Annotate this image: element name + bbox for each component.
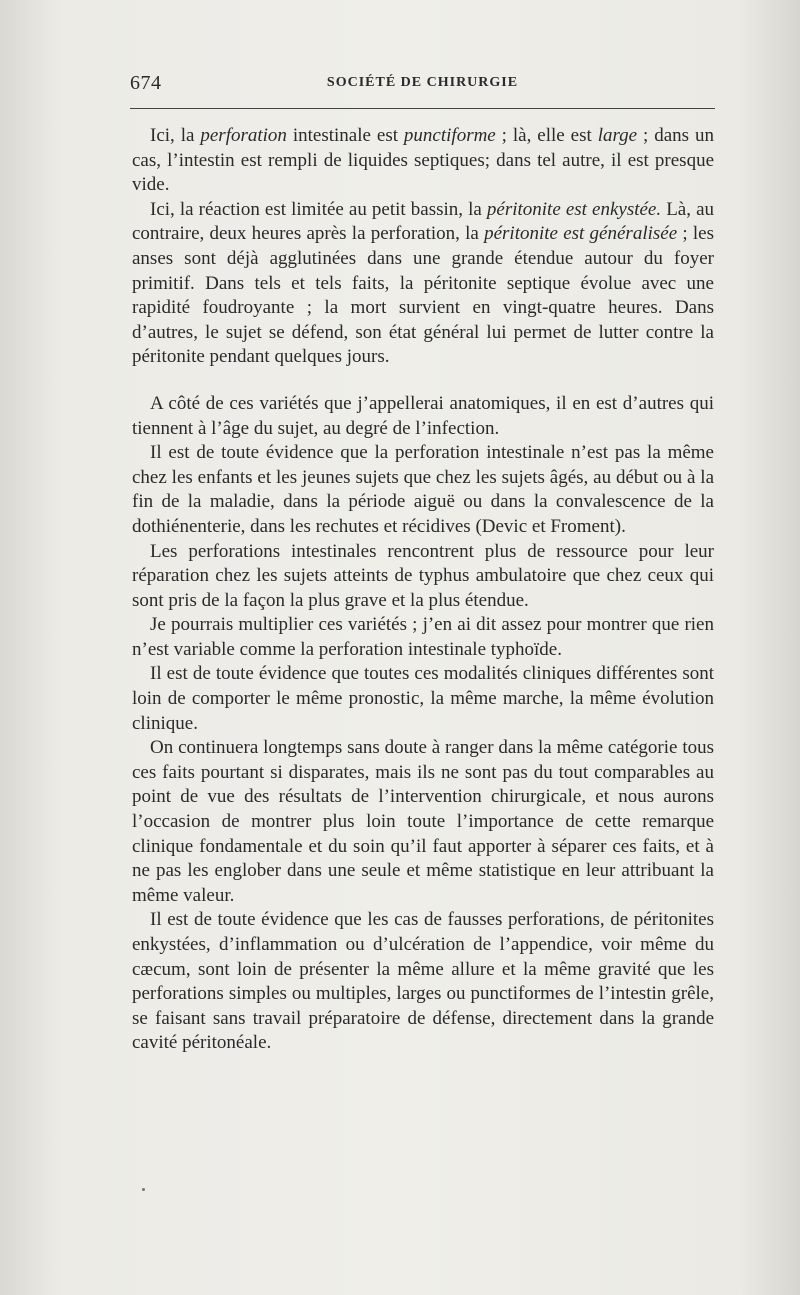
- paragraph-8: On continuera longtemps sans doute à ranger dans la même catégorie tous ces faits pourtant si disparates, mais ils ne sont pas du tout comparables au point de vue des résultats de l’intervention chirurgicale, et nous aurons l’occasion de montrer plus loin toute l’importance de cette remarque clinique fondamentale et du soin qu’il faut apporter à séparer ces faits, et à ne pas les englober dans une seule et même statistique en leur attribuant la même valeur.: [132, 737, 714, 906]
- paragraph-6: Je pourrais multiplier ces variétés ; j’en ai dit assez pour montrer que rien n’est variable comme la perforation intestinale typhoïde.: [132, 614, 714, 660]
- header-rule: [130, 108, 715, 109]
- paragraph-5: Les perforations intestinales rencontrent plus de ressource pour leur réparation chez les sujets atteints de typhus ambulatoire que chez ceux qui sont pris de la façon la plus grave et la plus étendue.: [132, 540, 714, 611]
- page-number: 674: [130, 72, 162, 94]
- paragraph-7: Il est de toute évidence que toutes ces modalités cliniques différentes sont loin de comporter le même pronostic, la même marche, la même évolution clinique.: [132, 663, 714, 734]
- paragraph-9: Il est de toute évidence que les cas de fausses perforations, de péritonites enkystées, d’inflammation ou d’ulcération de l’appendice, voir même du cæcum, sont loin de présenter la même allure et la même gravité que les perforations simples ou multiples, larges ou punctiformes de l’intestin grêle, se faisant sans travail préparatoire de défense, directement dans la grande cavité péritonéale.: [132, 909, 714, 1054]
- paragraph-3: A côté de ces variétés que j’appellerai anatomiques, il en est d’autres qui tiennent à l’âge du sujet, au degré de l’infection.: [132, 392, 714, 439]
- running-title: SOCIÉTÉ DE CHIRURGIE: [326, 75, 519, 90]
- page-body: [132, 124, 714, 1056]
- paragraph-1: Ici, la perforation intestinale est punctiforme ; là, elle est large ; dans un cas, l’intestin est rempli de liquides septiques; dans tel autre, il est presque vide.: [132, 125, 714, 196]
- paragraph-2: Ici, la réaction est limitée au petit bassin, la péritonite est enkystée. Là, au contraire, deux heures après la perforation, la péritonite est généralisée ; les anses sont déjà agglutinées dans une grande étendue autour du foyer primitif. Dans tels et tels faits, la péritonite septique évolue avec une rapidité foudroyante ; la mort survient en vingt-quatre heures. Dans d’autres, le sujet se défend, son état général lui permet de lutter contre la péritonite pendant quelques jours.: [132, 198, 714, 368]
- page-header: [130, 72, 715, 98]
- ink-speck: [142, 1188, 145, 1191]
- paragraph-4: Il est de toute évidence que la perforation intestinale n’est pas la même chez les enfants et les jeunes sujets que chez les sujets âgés, au début ou à la fin de la maladie, dans la période aiguë ou dans la convalescence de la dothiénenterie, dans les rechutes et récidives (Devic et Froment).: [132, 442, 714, 537]
